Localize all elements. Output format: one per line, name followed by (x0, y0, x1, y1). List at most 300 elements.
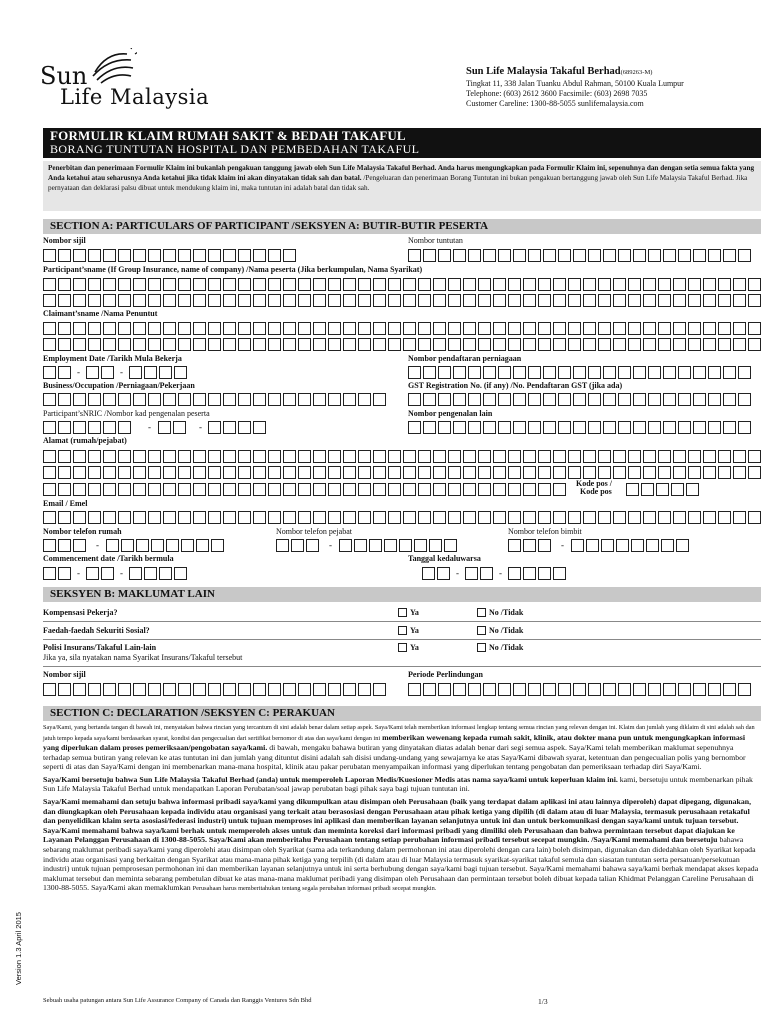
input-box-cell[interactable] (238, 450, 251, 463)
input-box-cell[interactable] (388, 483, 401, 496)
input-box-cell[interactable] (508, 567, 521, 580)
input-box-cell[interactable] (523, 278, 536, 291)
input-box-cell[interactable] (238, 683, 251, 696)
input-box-cell[interactable] (298, 338, 311, 351)
input-box-cell[interactable] (573, 393, 586, 406)
input-box-cell[interactable] (103, 322, 116, 335)
input-box-cell[interactable] (208, 249, 221, 262)
input-box-cell[interactable] (343, 683, 356, 696)
input-box-cell[interactable] (388, 466, 401, 479)
input-box-cell[interactable] (508, 466, 521, 479)
input-box-cell[interactable] (528, 421, 541, 434)
input-box-cell[interactable] (448, 338, 461, 351)
input-box-cell[interactable] (313, 338, 326, 351)
input-box-cell[interactable] (643, 294, 656, 307)
input-box-cell[interactable] (58, 338, 71, 351)
input-box-cell[interactable] (253, 450, 266, 463)
input-box-cell[interactable] (423, 366, 436, 379)
input-box-cell[interactable] (663, 393, 676, 406)
input-box-cell[interactable] (298, 466, 311, 479)
input-box-cell[interactable] (148, 511, 161, 524)
input-box-cell[interactable] (628, 322, 641, 335)
input-box-cell[interactable] (648, 249, 661, 262)
input-box-cell[interactable] (174, 567, 187, 580)
input-box-cell[interactable] (658, 511, 671, 524)
input-box-cell[interactable] (268, 450, 281, 463)
input-box-cell[interactable] (268, 278, 281, 291)
input-box-cell[interactable] (373, 450, 386, 463)
input-box-cell[interactable] (513, 366, 526, 379)
input-box-cell[interactable] (688, 278, 701, 291)
input-box-cell[interactable] (463, 450, 476, 463)
input-box-cell[interactable] (571, 539, 584, 552)
input-box-cell[interactable] (618, 393, 631, 406)
input-box-cell[interactable] (553, 338, 566, 351)
input-box-cell[interactable] (181, 539, 194, 552)
input-box-cell[interactable] (144, 567, 157, 580)
input-box-cell[interactable] (478, 450, 491, 463)
input-box-cell[interactable] (558, 393, 571, 406)
input-box-cell[interactable] (748, 294, 761, 307)
input-box-cell[interactable] (688, 511, 701, 524)
input-box-cell[interactable] (673, 338, 686, 351)
input-box-cell[interactable] (723, 393, 736, 406)
input-box-cell[interactable] (121, 539, 134, 552)
email-field[interactable] (43, 511, 763, 524)
expiry-date-month[interactable] (465, 567, 495, 580)
input-box-cell[interactable] (686, 483, 699, 496)
input-box-cell[interactable] (558, 421, 571, 434)
input-box-cell[interactable] (58, 366, 71, 379)
input-box-cell[interactable] (283, 338, 296, 351)
input-box-cell[interactable] (103, 294, 116, 307)
input-box-cell[interactable] (43, 366, 56, 379)
input-box-cell[interactable] (88, 249, 101, 262)
input-box-cell[interactable] (498, 366, 511, 379)
input-box-cell[interactable] (583, 450, 596, 463)
input-box-cell[interactable] (718, 450, 731, 463)
input-box-cell[interactable] (373, 294, 386, 307)
input-box-cell[interactable] (178, 683, 191, 696)
input-box-cell[interactable] (58, 278, 71, 291)
mobile-phone-number[interactable] (571, 539, 691, 552)
input-box-cell[interactable] (238, 466, 251, 479)
input-box-cell[interactable] (418, 294, 431, 307)
input-box-cell[interactable] (465, 567, 478, 580)
input-box-cell[interactable] (508, 511, 521, 524)
input-box-cell[interactable] (103, 683, 116, 696)
input-box-cell[interactable] (208, 338, 221, 351)
input-box-cell[interactable] (598, 511, 611, 524)
input-box-cell[interactable] (43, 567, 56, 580)
input-box-cell[interactable] (373, 511, 386, 524)
input-box-cell[interactable] (673, 511, 686, 524)
input-box-cell[interactable] (313, 683, 326, 696)
input-box-cell[interactable] (339, 539, 352, 552)
input-box-cell[interactable] (618, 366, 631, 379)
input-box-cell[interactable] (748, 278, 761, 291)
input-box-cell[interactable] (193, 338, 206, 351)
other-policy-no-checkbox[interactable] (477, 643, 486, 652)
expiry-date-year[interactable] (508, 567, 568, 580)
input-box-cell[interactable] (103, 338, 116, 351)
input-box-cell[interactable] (583, 322, 596, 335)
input-box-cell[interactable] (708, 393, 721, 406)
input-box-cell[interactable] (568, 278, 581, 291)
input-box-cell[interactable] (478, 322, 491, 335)
input-box-cell[interactable] (144, 366, 157, 379)
input-box-cell[interactable] (738, 393, 751, 406)
input-box-cell[interactable] (493, 483, 506, 496)
input-box-cell[interactable] (403, 278, 416, 291)
input-box-cell[interactable] (568, 338, 581, 351)
input-box-cell[interactable] (568, 322, 581, 335)
input-box-cell[interactable] (523, 338, 536, 351)
input-box-cell[interactable] (223, 450, 236, 463)
input-box-cell[interactable] (403, 511, 416, 524)
input-box-cell[interactable] (238, 249, 251, 262)
input-box-cell[interactable] (103, 249, 116, 262)
input-box-cell[interactable] (103, 511, 116, 524)
input-box-cell[interactable] (403, 294, 416, 307)
input-box-cell[interactable] (423, 421, 436, 434)
input-box-cell[interactable] (328, 483, 341, 496)
input-box-cell[interactable] (433, 338, 446, 351)
input-box-cell[interactable] (358, 393, 371, 406)
participant-name-field-row1[interactable] (43, 278, 763, 291)
input-box-cell[interactable] (433, 322, 446, 335)
input-box-cell[interactable] (483, 393, 496, 406)
input-box-cell[interactable] (178, 338, 191, 351)
input-box-cell[interactable] (438, 366, 451, 379)
input-box-cell[interactable] (423, 249, 436, 262)
input-box-cell[interactable] (178, 511, 191, 524)
input-box-cell[interactable] (433, 511, 446, 524)
input-box-cell[interactable] (268, 294, 281, 307)
input-box-cell[interactable] (253, 322, 266, 335)
social-security-no-checkbox[interactable] (477, 626, 486, 635)
input-box-cell[interactable] (88, 294, 101, 307)
input-box-cell[interactable] (422, 567, 435, 580)
input-box-cell[interactable] (373, 393, 386, 406)
input-box-cell[interactable] (703, 466, 716, 479)
input-box-cell[interactable] (418, 466, 431, 479)
input-box-cell[interactable] (208, 466, 221, 479)
input-box-cell[interactable] (678, 249, 691, 262)
input-box-cell[interactable] (238, 393, 251, 406)
input-box-cell[interactable] (498, 249, 511, 262)
input-box-cell[interactable] (298, 278, 311, 291)
input-box-cell[interactable] (626, 483, 639, 496)
input-box-cell[interactable] (358, 450, 371, 463)
input-box-cell[interactable] (43, 278, 56, 291)
input-box-cell[interactable] (408, 683, 421, 696)
input-box-cell[interactable] (178, 466, 191, 479)
input-box-cell[interactable] (253, 393, 266, 406)
input-box-cell[interactable] (676, 539, 689, 552)
occupation-field[interactable] (43, 393, 388, 406)
input-box-cell[interactable] (598, 322, 611, 335)
input-box-cell[interactable] (493, 278, 506, 291)
input-box-cell[interactable] (408, 249, 421, 262)
input-box-cell[interactable] (268, 249, 281, 262)
input-box-cell[interactable] (438, 393, 451, 406)
home-phone-prefix[interactable] (43, 539, 88, 552)
input-box-cell[interactable] (133, 338, 146, 351)
mobile-phone-prefix[interactable] (508, 539, 553, 552)
input-box-cell[interactable] (173, 421, 186, 434)
input-box-cell[interactable] (178, 450, 191, 463)
input-box-cell[interactable] (343, 393, 356, 406)
input-box-cell[interactable] (678, 393, 691, 406)
gst-no-field[interactable] (408, 393, 753, 406)
input-box-cell[interactable] (43, 322, 56, 335)
input-box-cell[interactable] (253, 466, 266, 479)
input-box-cell[interactable] (58, 322, 71, 335)
input-box-cell[interactable] (163, 683, 176, 696)
input-box-cell[interactable] (328, 338, 341, 351)
input-box-cell[interactable] (73, 249, 86, 262)
input-box-cell[interactable] (703, 322, 716, 335)
input-box-cell[interactable] (423, 393, 436, 406)
input-box-cell[interactable] (613, 294, 626, 307)
input-box-cell[interactable] (513, 249, 526, 262)
input-box-cell[interactable] (196, 539, 209, 552)
input-box-cell[interactable] (163, 338, 176, 351)
input-box-cell[interactable] (733, 294, 746, 307)
input-box-cell[interactable] (708, 366, 721, 379)
input-box-cell[interactable] (58, 539, 71, 552)
input-box-cell[interactable] (498, 683, 511, 696)
input-box-cell[interactable] (106, 539, 119, 552)
input-box-cell[interactable] (328, 511, 341, 524)
input-box-cell[interactable] (358, 338, 371, 351)
input-box-cell[interactable] (433, 450, 446, 463)
input-box-cell[interactable] (508, 338, 521, 351)
input-box-cell[interactable] (358, 683, 371, 696)
input-box-cell[interactable] (268, 483, 281, 496)
input-box-cell[interactable] (738, 683, 751, 696)
input-box-cell[interactable] (178, 322, 191, 335)
input-box-cell[interactable] (678, 366, 691, 379)
input-box-cell[interactable] (693, 393, 706, 406)
input-box-cell[interactable] (88, 421, 101, 434)
input-box-cell[interactable] (453, 393, 466, 406)
input-box-cell[interactable] (480, 567, 493, 580)
input-box-cell[interactable] (641, 483, 654, 496)
input-box-cell[interactable] (688, 338, 701, 351)
input-box-cell[interactable] (208, 322, 221, 335)
input-box-cell[interactable] (223, 278, 236, 291)
input-box-cell[interactable] (468, 393, 481, 406)
input-box-cell[interactable] (238, 421, 251, 434)
input-box-cell[interactable] (538, 511, 551, 524)
nric-field-part3[interactable] (208, 421, 268, 434)
input-box-cell[interactable] (748, 511, 761, 524)
input-box-cell[interactable] (523, 294, 536, 307)
input-box-cell[interactable] (193, 249, 206, 262)
input-box-cell[interactable] (73, 511, 86, 524)
input-box-cell[interactable] (733, 450, 746, 463)
input-box-cell[interactable] (118, 466, 131, 479)
input-box-cell[interactable] (73, 278, 86, 291)
input-box-cell[interactable] (58, 294, 71, 307)
input-box-cell[interactable] (163, 466, 176, 479)
input-box-cell[interactable] (453, 421, 466, 434)
input-box-cell[interactable] (328, 466, 341, 479)
input-box-cell[interactable] (543, 421, 556, 434)
commencement-date-month[interactable] (86, 567, 116, 580)
coverage-period-field[interactable] (408, 683, 753, 696)
input-box-cell[interactable] (298, 322, 311, 335)
input-box-cell[interactable] (418, 483, 431, 496)
input-box-cell[interactable] (223, 294, 236, 307)
input-box-cell[interactable] (523, 466, 536, 479)
input-box-cell[interactable] (508, 539, 521, 552)
input-box-cell[interactable] (133, 322, 146, 335)
input-box-cell[interactable] (388, 450, 401, 463)
input-box-cell[interactable] (163, 511, 176, 524)
input-box-cell[interactable] (136, 539, 149, 552)
input-box-cell[interactable] (43, 421, 56, 434)
input-box-cell[interactable] (646, 539, 659, 552)
input-box-cell[interactable] (558, 249, 571, 262)
input-box-cell[interactable] (291, 539, 304, 552)
input-box-cell[interactable] (733, 278, 746, 291)
input-box-cell[interactable] (478, 278, 491, 291)
input-box-cell[interactable] (193, 511, 206, 524)
input-box-cell[interactable] (523, 567, 536, 580)
input-box-cell[interactable] (718, 338, 731, 351)
input-box-cell[interactable] (693, 421, 706, 434)
input-box-cell[interactable] (388, 322, 401, 335)
input-box-cell[interactable] (538, 539, 551, 552)
input-box-cell[interactable] (708, 683, 721, 696)
input-box-cell[interactable] (73, 466, 86, 479)
input-box-cell[interactable] (163, 294, 176, 307)
input-box-cell[interactable] (538, 567, 551, 580)
input-box-cell[interactable] (733, 338, 746, 351)
input-box-cell[interactable] (159, 567, 172, 580)
input-box-cell[interactable] (658, 322, 671, 335)
input-box-cell[interactable] (613, 450, 626, 463)
input-box-cell[interactable] (253, 421, 266, 434)
input-box-cell[interactable] (723, 421, 736, 434)
input-box-cell[interactable] (223, 393, 236, 406)
input-box-cell[interactable] (588, 249, 601, 262)
input-box-cell[interactable] (211, 539, 224, 552)
input-box-cell[interactable] (418, 450, 431, 463)
input-box-cell[interactable] (148, 294, 161, 307)
input-box-cell[interactable] (463, 278, 476, 291)
input-box-cell[interactable] (283, 249, 296, 262)
input-box-cell[interactable] (448, 278, 461, 291)
input-box-cell[interactable] (633, 421, 646, 434)
input-box-cell[interactable] (508, 450, 521, 463)
input-box-cell[interactable] (103, 278, 116, 291)
input-box-cell[interactable] (313, 294, 326, 307)
input-box-cell[interactable] (178, 393, 191, 406)
input-box-cell[interactable] (513, 421, 526, 434)
input-box-cell[interactable] (163, 450, 176, 463)
input-box-cell[interactable] (708, 249, 721, 262)
input-box-cell[interactable] (558, 366, 571, 379)
input-box-cell[interactable] (253, 511, 266, 524)
input-box-cell[interactable] (268, 393, 281, 406)
input-box-cell[interactable] (538, 338, 551, 351)
input-box-cell[interactable] (148, 249, 161, 262)
input-box-cell[interactable] (658, 294, 671, 307)
input-box-cell[interactable] (283, 294, 296, 307)
input-box-cell[interactable] (598, 294, 611, 307)
input-box-cell[interactable] (73, 338, 86, 351)
input-box-cell[interactable] (673, 466, 686, 479)
input-box-cell[interactable] (513, 393, 526, 406)
input-box-cell[interactable] (671, 483, 684, 496)
input-box-cell[interactable] (283, 466, 296, 479)
input-box-cell[interactable] (373, 278, 386, 291)
input-box-cell[interactable] (738, 366, 751, 379)
input-box-cell[interactable] (618, 683, 631, 696)
input-box-cell[interactable] (163, 322, 176, 335)
input-box-cell[interactable] (283, 278, 296, 291)
input-box-cell[interactable] (703, 511, 716, 524)
input-box-cell[interactable] (498, 421, 511, 434)
input-box-cell[interactable] (238, 322, 251, 335)
input-box-cell[interactable] (583, 466, 596, 479)
input-box-cell[interactable] (208, 421, 221, 434)
input-box-cell[interactable] (148, 393, 161, 406)
input-box-cell[interactable] (193, 393, 206, 406)
input-box-cell[interactable] (298, 483, 311, 496)
input-box-cell[interactable] (193, 466, 206, 479)
input-box-cell[interactable] (178, 278, 191, 291)
input-box-cell[interactable] (663, 421, 676, 434)
input-box-cell[interactable] (663, 249, 676, 262)
input-box-cell[interactable] (118, 338, 131, 351)
input-box-cell[interactable] (276, 539, 289, 552)
input-box-cell[interactable] (298, 294, 311, 307)
input-box-cell[interactable] (538, 466, 551, 479)
input-box-cell[interactable] (129, 366, 142, 379)
input-box-cell[interactable] (478, 294, 491, 307)
input-box-cell[interactable] (313, 278, 326, 291)
input-box-cell[interactable] (508, 294, 521, 307)
input-box-cell[interactable] (448, 483, 461, 496)
input-box-cell[interactable] (88, 393, 101, 406)
input-box-cell[interactable] (43, 338, 56, 351)
input-box-cell[interactable] (43, 683, 56, 696)
input-box-cell[interactable] (643, 322, 656, 335)
input-box-cell[interactable] (58, 450, 71, 463)
input-box-cell[interactable] (483, 366, 496, 379)
input-box-cell[interactable] (553, 294, 566, 307)
other-policy-yes-checkbox[interactable] (398, 643, 407, 652)
input-box-cell[interactable] (468, 421, 481, 434)
input-box-cell[interactable] (306, 539, 319, 552)
input-box-cell[interactable] (703, 450, 716, 463)
input-box-cell[interactable] (133, 294, 146, 307)
input-box-cell[interactable] (388, 511, 401, 524)
input-box-cell[interactable] (508, 278, 521, 291)
input-box-cell[interactable] (103, 421, 116, 434)
input-box-cell[interactable] (568, 450, 581, 463)
input-box-cell[interactable] (313, 393, 326, 406)
input-box-cell[interactable] (148, 466, 161, 479)
input-box-cell[interactable] (703, 278, 716, 291)
input-box-cell[interactable] (253, 249, 266, 262)
input-box-cell[interactable] (223, 322, 236, 335)
